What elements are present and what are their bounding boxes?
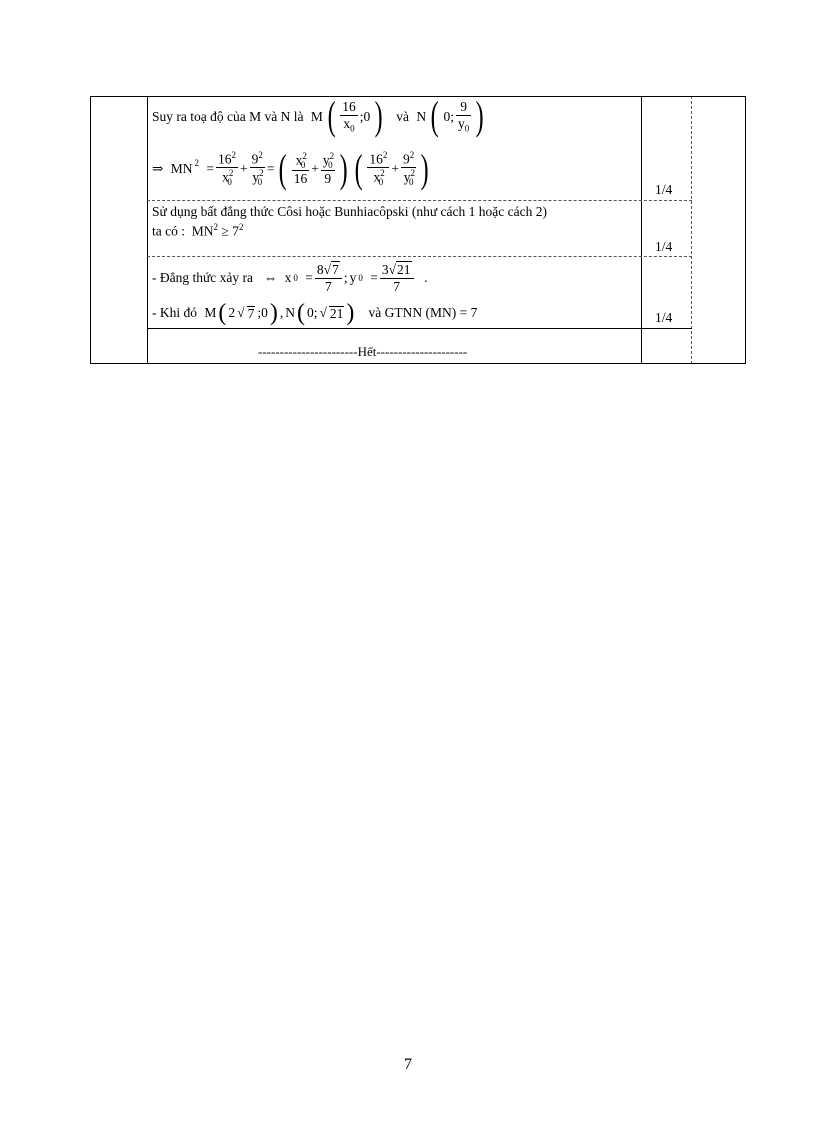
text: = <box>206 161 214 177</box>
score-cell: 1/4 <box>655 239 673 254</box>
row2-line2: ta có : $MN^2 \ge 7^2$ <box>152 222 244 239</box>
denominator: 9 <box>324 171 332 187</box>
table-col-divider <box>147 96 148 364</box>
numerator: 3√21 <box>380 262 414 279</box>
denominator: 16 <box>293 171 308 187</box>
implies-icon: ⇒ <box>152 161 164 177</box>
paren-close: ) <box>420 145 429 191</box>
text: + <box>311 161 319 177</box>
denominator: 7 <box>393 278 401 294</box>
text: và <box>396 108 410 124</box>
fraction <box>380 262 414 294</box>
fraction <box>216 150 238 188</box>
table-border-right <box>745 96 746 364</box>
denominator: $y^2_0$ <box>252 168 264 188</box>
fraction <box>250 150 265 188</box>
row3-line1: - Đẳng thức xảy ra ⇔ x 0 = $\frac{8√7}{7}$ ; y 0 = $\frac{3√21}{7}$ . <box>152 262 428 294</box>
denominator: $y^2_0$ <box>403 168 415 188</box>
numerator: $x^2_0$ <box>292 151 310 172</box>
paren-open: ( <box>430 93 439 139</box>
iff-icon: ⇔ <box>263 270 278 286</box>
answer-table <box>90 93 746 364</box>
text: ;0 <box>359 108 371 124</box>
paren-close: ) <box>374 93 383 139</box>
table-border-left <box>90 96 91 364</box>
numerator: 8√7 <box>315 262 342 279</box>
text: + <box>239 161 248 177</box>
paren-close: ) <box>339 145 348 191</box>
denominator: $x^2_0$ <box>373 168 385 188</box>
fraction <box>340 99 358 134</box>
text: = <box>266 161 275 177</box>
text: MN <box>170 161 193 177</box>
text: + <box>391 161 399 177</box>
paren-open: ( <box>354 145 363 191</box>
table-border-top <box>90 96 746 97</box>
text: Suy ra toạ độ của M và N là <box>152 108 304 124</box>
score-cell: 1/4 <box>655 182 673 197</box>
numerator: 16 <box>342 99 356 114</box>
fraction <box>292 151 310 187</box>
table-col-divider <box>641 96 642 364</box>
paren-open: ( <box>327 93 336 139</box>
row-divider <box>147 328 692 329</box>
fraction <box>401 150 416 188</box>
score-cell: 1/4 <box>655 310 673 325</box>
paren-close: ) <box>475 93 484 139</box>
row2-line1: Sử dụng bất đẳng thức Côsi hoặc Bunhiacôpski (như cách 1 hoặc cách 2) <box>152 204 547 219</box>
fraction <box>315 262 342 294</box>
end-marker: -----------------------Hết--------------------- <box>258 344 468 359</box>
numerator: 9 <box>456 99 471 116</box>
fraction <box>321 151 335 187</box>
point-m: M <box>310 108 323 124</box>
fraction <box>456 99 471 134</box>
page-number: 7 <box>404 1056 412 1073</box>
text: 0; <box>443 108 454 124</box>
denominator: $y_0$ <box>458 115 470 134</box>
row-divider <box>147 200 692 201</box>
row-divider <box>147 256 692 257</box>
row3-line2: - Khi đó M ( 2 √ 7 ;0 ) , N ( 0; √ 21 ) và GTNN (MN) = 7 <box>152 300 478 326</box>
denominator: 7 <box>324 278 332 294</box>
fraction <box>367 150 389 188</box>
denominator: $x^2_0$ <box>222 168 234 188</box>
point-n: N <box>416 108 427 124</box>
numerator: $16^2$ <box>217 150 236 167</box>
paren-open: ( <box>279 145 288 191</box>
denominator: $x_0$ <box>343 115 355 134</box>
row1-line2: ⇒ MN $^2$ = $\frac{16^2}{x^2_0}$ + $\frac{9^2}{y^2_0}$ = ( $\frac{x^2_0}{16}$ + $\frac{y^2_0}{9}$ ) ( $\frac{16^2}{x^2_0}$ + $\frac{9^2}{y^2_0}$ ) <box>152 145 429 191</box>
table-border-bottom <box>90 363 746 364</box>
table-col-divider <box>691 96 692 364</box>
numerator: $16^2$ <box>369 150 388 167</box>
numerator: $y^2_0$ <box>322 150 335 170</box>
numerator: $9^2$ <box>251 150 263 167</box>
numerator: $9^2$ <box>402 150 415 167</box>
row1-line1 <box>152 93 487 139</box>
